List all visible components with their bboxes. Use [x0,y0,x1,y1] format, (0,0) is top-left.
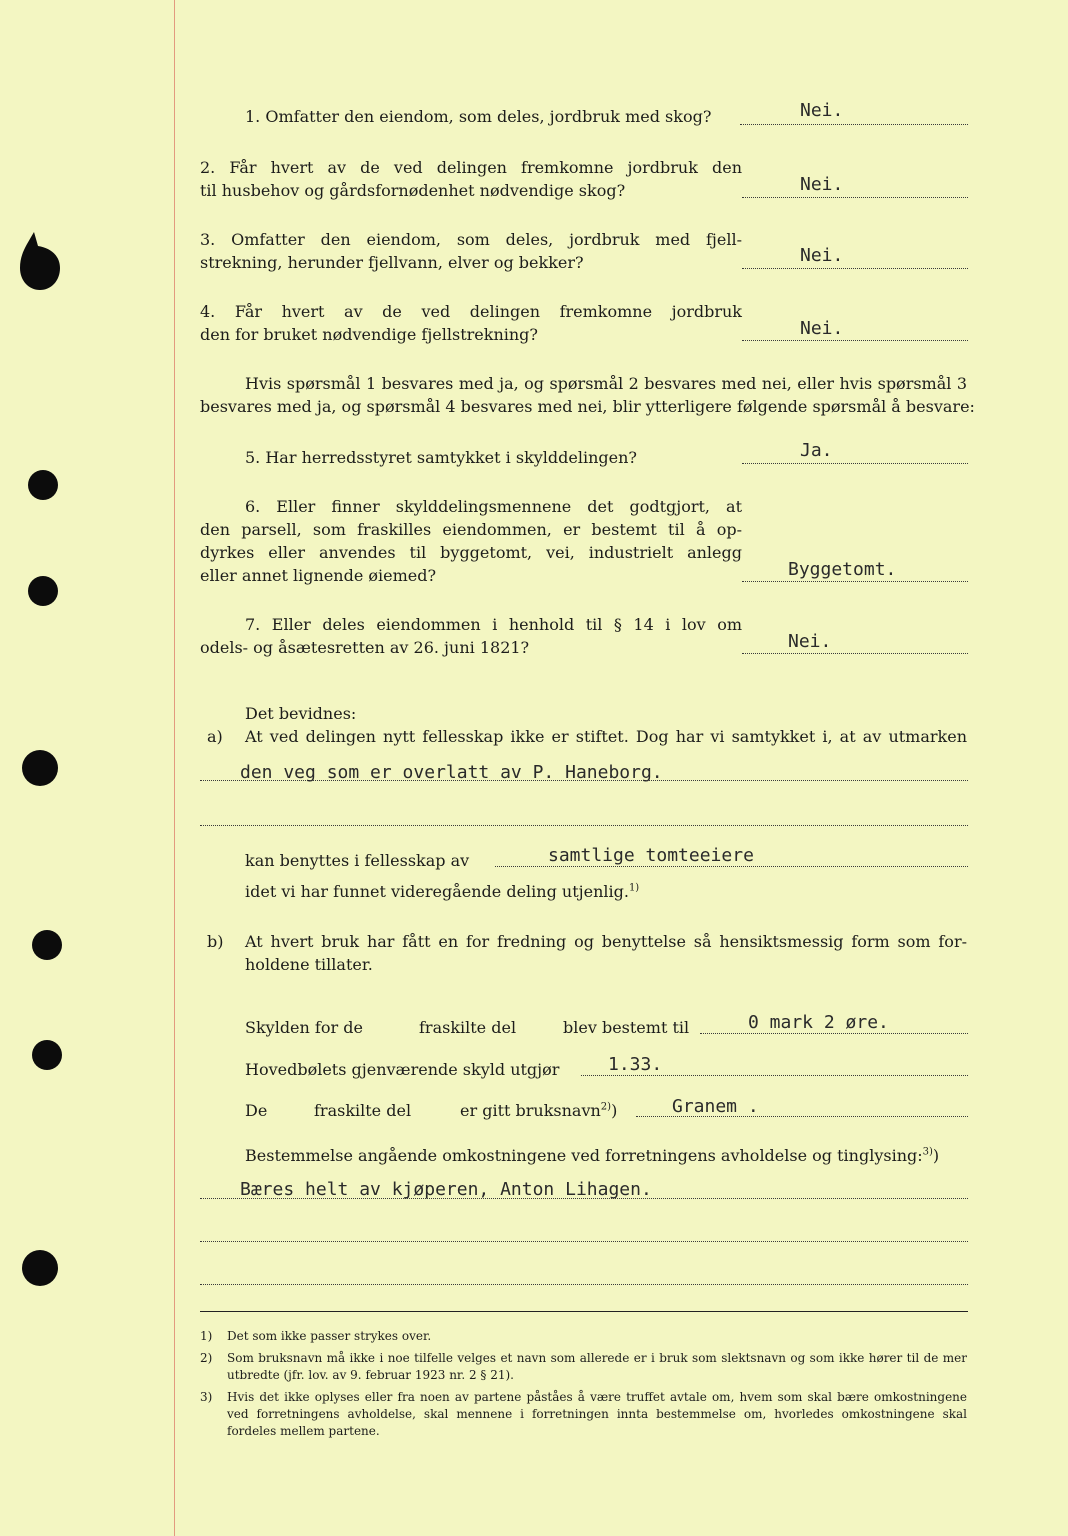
answer-line [742,197,968,198]
question-1-answer: Nei. [800,100,844,121]
bruksnavn-label-2: fraskilte del [314,1101,412,1120]
bevidnes-heading: Det bevidnes: [245,704,357,723]
answer-line [742,463,968,464]
question-1-text: 1. Omfatter den eiendom, som deles, jordbruk med skog? [245,107,712,126]
footnote-ref: 2) [600,1101,612,1113]
punch-hole [28,470,58,500]
fill-line [200,825,968,826]
footnote-3: 3) Hvis det ikke oplyses eller fra noen av partene påståes å være truffet avtale om, hvem som skal bære omkostningene ved forretningens avholdelse, skal mennene i forretningen innta bestemmelse om, hvorledes omkostningene skal fordeles mellem partene. [200,1390,967,1438]
condition-line-1: Hvis spørsmål 1 besvares med ja, og spørsmål 2 besvares med nei, eller hvis spørsmål 3 [245,374,967,393]
bruksnavn-answer: Granem . [672,1096,759,1117]
section-a-text: At ved delingen nytt fellesskap ikke er stiftet. Dog har vi samtykket i, at av utmarken [245,727,967,746]
section-a-handwritten: den veg som er overlatt av P. Haneborg. [240,762,663,783]
answer-line [742,340,968,341]
footnote-ref: 1) [628,882,640,894]
question-4-answer: Nei. [800,318,844,339]
hovedbol-label: Hovedbølets gjenværende skyld utgjør [245,1060,560,1079]
idet-text: idet vi har funnet videregående deling utjenlig.$^{1)}$ [245,882,640,901]
question-4-line-1: 4. Får hvert av de ved delingen fremkomne jordbruk [200,302,742,321]
question-7-answer: Nei. [788,631,832,652]
skylden-label-1: Skylden for de [245,1018,363,1037]
question-6-answer: Byggetomt. [788,559,897,580]
hovedbol-answer: 1.33. [608,1054,663,1075]
question-4-line-2: den for bruket nødvendige fjellstrekning? [200,325,538,344]
question-2-line-1: 2. Får hvert av de ved delingen fremkomne jordbruk den [200,158,742,177]
question-6-line-4: eller annet lignende øiemed? [200,566,437,585]
skylden-label-3: blev bestemt til [563,1018,690,1037]
section-b-line-1: At hvert bruk har fått en for fredning og benyttelse så hensiktsmessig form som for- [245,932,967,951]
answer-line [742,653,968,654]
question-5-text: 5. Har herredsstyret samtykket i skylddelingen? [245,448,637,467]
answer-line [740,124,968,125]
bruksnavn-label-1: De [245,1101,268,1120]
bestemmelse-answer: Bæres helt av kjøperen, Anton Lihagen. [240,1179,652,1200]
skylden-label-2: fraskilte del [419,1018,517,1037]
footnote-2: 2) Som bruksnavn må ikke i noe tilfelle velges et navn som allerede er i bruk som slektsnavn og som ikke hører til de mer utbredte (jfr. lov. av 9. februar 1923 nr. 2 § 21). [200,1351,967,1382]
question-3-answer: Nei. [800,245,844,266]
footnote-ref: 3) [922,1146,933,1158]
question-3-line-1: 3. Omfatter den eiendom, som deles, jordbruk med fjell- [200,230,742,249]
section-b-letter: b) [207,932,224,951]
question-6-line-2: den parsell, som fraskilles eiendommen, er bestemt til å op- [200,520,742,539]
margin-rule [174,0,175,1536]
answer-line [742,268,968,269]
punch-hole [32,930,62,960]
question-6-line-3: dyrkes eller anvendes til byggetomt, vei, industrielt anlegg [200,543,742,562]
question-2-line-2: til husbehov og gårdsfornødenhet nødvendige skog? [200,181,626,200]
section-a-letter: a) [207,727,223,746]
skylden-answer: 0 mark 2 øre. [748,1012,889,1033]
answer-line [742,581,968,582]
condition-line-2: besvares med ja, og spørsmål 4 besvares med nei, blir ytterligere følgende spørsmål å besvare: [200,397,975,416]
question-2-answer: Nei. [800,174,844,195]
punch-hole [22,1250,58,1286]
question-6-line-1: 6. Eller finner skylddelingsmennene det godtgjort, at [245,497,742,516]
punch-hole [32,1040,62,1070]
bruksnavn-label-3: er gitt bruksnavn$^{2)}$) [460,1101,618,1120]
fill-line [200,1284,968,1285]
punch-hole [22,750,58,786]
question-7-line-1: 7. Eller deles eiendommen i henhold til § 14 i lov om [245,615,742,634]
bestemmelse-label: Bestemmelse angående omkostningene ved forretningens avholdelse og tinglysing:$^{3)}$) [245,1146,940,1165]
question-5-answer: Ja. [800,440,833,461]
fill-line [200,1241,968,1242]
question-7-line-2: odels- og åsætesretten av 26. juni 1821? [200,638,530,657]
question-3-line-2: strekning, herunder fjellvann, elver og bekker? [200,253,584,272]
tab-marker-icon [20,232,60,290]
kan-benyttes-answer: samtlige tomteeiere [548,845,754,866]
section-b-line-2: holdene tillater. [245,955,373,974]
footnote-separator [200,1311,968,1312]
footnote-1: 1) Det som ikke passer strykes over. [200,1329,432,1343]
punch-hole [28,576,58,606]
kan-benyttes-label: kan benyttes i fellesskap av [245,851,470,870]
